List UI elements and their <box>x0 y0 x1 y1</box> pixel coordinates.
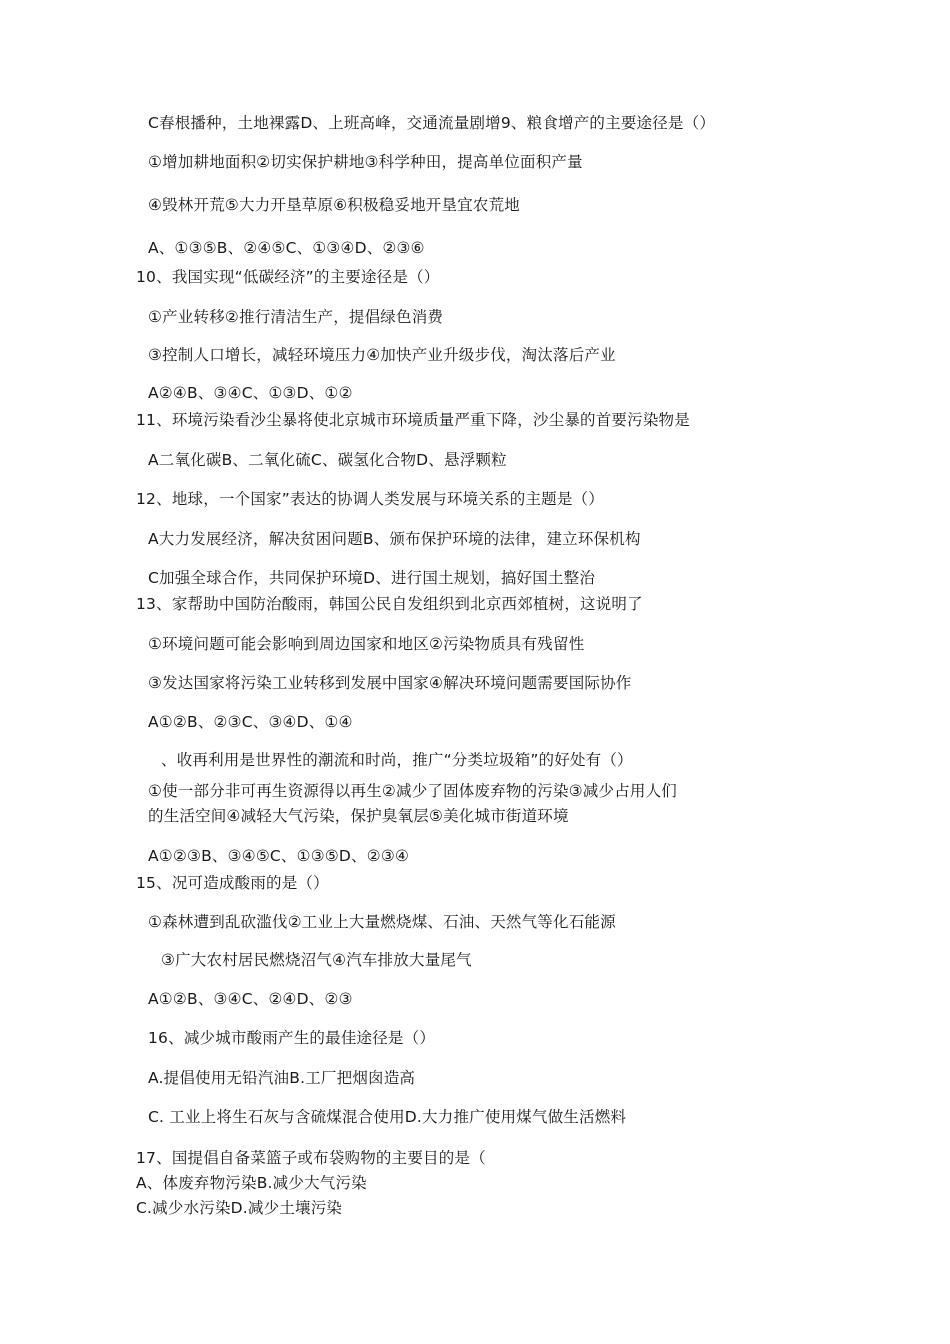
text-line-q11-title: 11、环境污染看沙尘暴将使北京城市环境质量严重下降，沙尘暴的首要污染物是 <box>136 411 690 429</box>
text-line-q12-answers-ab: A大力发展经济，解决贫困问题B、颁布保护环境的法律，建立环保机构 <box>148 530 641 548</box>
text-line-q9-options-cd: C春根播种，土地裸露D、上班高峰，交通流量剧增9、粮食增产的主要途径是（） <box>148 114 716 132</box>
text-line-q15-answers: A①②B、③④C、②④D、②③ <box>148 990 353 1008</box>
text-line-q9-items-4-6: ④毁林开荒⑤大力开垦草原⑥积极稳妥地开垦宜农荒地 <box>148 196 520 214</box>
text-line-q13-items-3-4: ③发达国家将污染工业转移到发展中国家④解决环境问题需要国际协作 <box>148 674 632 692</box>
text-line-q10-answers: A②④B、③④C、①③D、①② <box>148 384 353 402</box>
text-line-q13-answers: A①②B、②③C、③④D、①④ <box>148 713 353 731</box>
text-line-q15-title: 15、况可造成酸雨的是（） <box>136 874 329 892</box>
text-line-q14-items-b: 的生活空间④减轻大气污染，保护臭氧层⑤美化城市街道环境 <box>148 807 569 825</box>
text-line-q16-title: 16、减少城市酸雨产生的最佳途径是（） <box>148 1029 436 1047</box>
text-line-q10-title: 10、我国实现“低碳经济”的主要途径是（） <box>136 268 440 286</box>
text-line-q10-items-1-2: ①产业转移②推行清洁生产，提倡绿色消费 <box>148 308 444 326</box>
text-line-q10-items-3-4: ③控制人口增长，减轻环境压力④加快产业升级步伐，淘汰落后产业 <box>148 346 616 364</box>
text-line-q17-answers-cd: C.减少水污染D.减少土壤污染 <box>136 1199 343 1217</box>
text-line-q11-answers: A二氧化碳B、二氧化硫C、碳氢化合物D、悬浮颗粒 <box>148 451 507 469</box>
text-line-q14-answers: A①②③B、③④⑤C、①③⑤D、②③④ <box>148 847 410 865</box>
text-line-q17-answers-ab: A、体废弃物污染B.减少大气污染 <box>136 1174 367 1192</box>
text-line-q16-answers-cd: C. 工业上将生石灰与含硫煤混合使用D.大力推广使用煤气做生活燃料 <box>148 1108 627 1126</box>
text-line-q9-answers: A、①③⑤B、②④⑤C、①③④D、②③⑥ <box>148 239 425 257</box>
text-line-q13-items-1-2: ①环境问题可能会影响到周边国家和地区②污染物质具有残留性 <box>148 635 585 653</box>
text-line-q12-answers-cd: C加强全球合作，共同保护环境D、进行国土规划，搞好国土整治 <box>148 569 596 587</box>
text-line-q9-items-1-3: ①增加耕地面积②切实保护耕地③科学种田，提高单位面积产量 <box>148 153 583 171</box>
text-line-q13-title: 13、家帮助中国防治酸雨，韩国公民自发组织到北京西郊植树，这说明了 <box>136 595 643 613</box>
text-line-q17-title: 17、国提倡自备菜篮子或布袋购物的主要目的是（ <box>136 1149 486 1167</box>
text-line-q15-items-1-2: ①森林遭到乱砍滥伐②工业上大量燃烧煤、石油、天然气等化石能源 <box>148 913 616 931</box>
text-line-q14-title: 、收再利用是世界性的潮流和时尚，推广“分类垃圾箱”的好处有（） <box>161 751 633 769</box>
text-line-q15-items-3-4: ③广大农村居民燃烧沼气④汽车排放大量尾气 <box>161 951 472 969</box>
text-line-q16-answers-ab: A.提倡使用无铅汽油B.工厂把烟囱造高 <box>148 1069 416 1087</box>
text-line-q14-items-a: ①使一部分非可再生资源得以再生②减少了固体废弃物的污染③减少占用人们 <box>148 782 677 800</box>
text-line-q12-title: 12、地球，一个国家”表达的协调人类发展与环境关系的主题是（） <box>136 490 604 508</box>
